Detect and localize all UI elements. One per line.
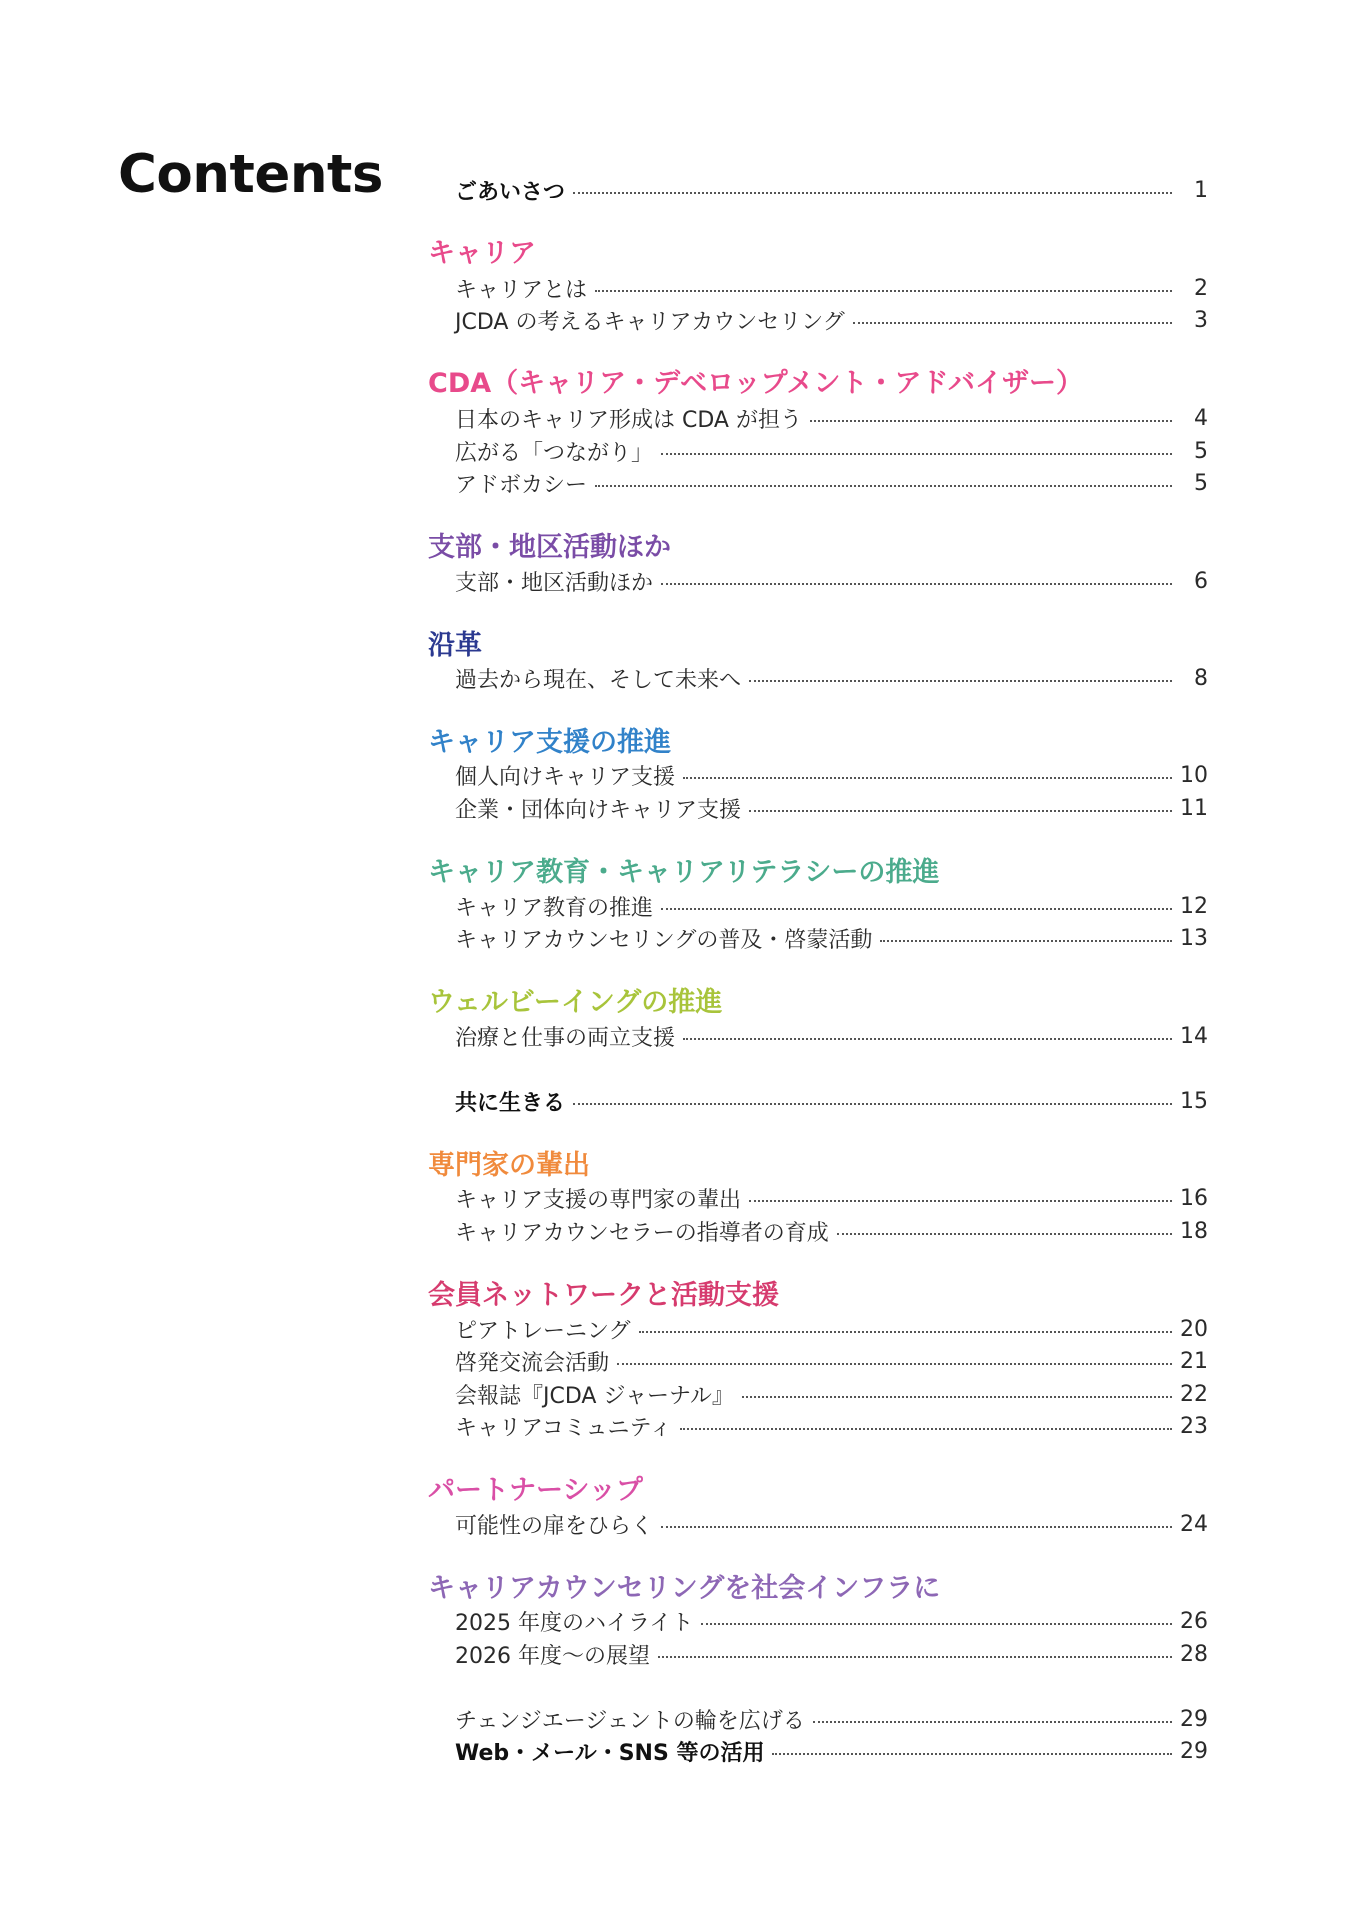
page-number: 2 <box>1194 275 1208 301</box>
page-number: 15 <box>1180 1088 1208 1114</box>
dot-leader <box>749 1200 1172 1202</box>
dot-leader <box>880 940 1172 942</box>
dot-leader <box>661 583 1172 585</box>
page-number: 6 <box>1194 568 1208 594</box>
toc-entry[interactable] <box>455 922 1208 954</box>
dot-leader <box>639 1331 1172 1333</box>
page-number: 29 <box>1180 1706 1208 1732</box>
toc-entry-title: 過去から現在、そして未来へ <box>455 667 742 693</box>
toc-entry[interactable] <box>455 1182 1208 1214</box>
toc-entry[interactable] <box>455 759 1208 791</box>
toc-entry[interactable] <box>455 402 1208 434</box>
toc-entry-title: アドボカシー <box>455 472 588 498</box>
dot-leader <box>772 1753 1172 1755</box>
dot-leader <box>617 1363 1172 1365</box>
page-number: 5 <box>1194 470 1208 496</box>
toc-entry[interactable] <box>455 1085 1208 1117</box>
section-heading: ウェルビーイングの推進 <box>428 986 723 1018</box>
toc-entry-title: 会報誌『JCDA ジャーナル』 <box>455 1383 734 1409</box>
toc-entry[interactable] <box>455 1345 1208 1377</box>
toc-entry-title: ごあいさつ <box>455 179 566 205</box>
page-number: 12 <box>1180 893 1208 919</box>
section-heading: キャリアカウンセリングを社会インフラに <box>428 1572 941 1604</box>
page-number: 22 <box>1180 1381 1208 1407</box>
toc-entry-title: 共に生きる <box>455 1090 566 1116</box>
dot-leader <box>573 192 1172 194</box>
page-number: 26 <box>1180 1608 1208 1634</box>
page-number: 14 <box>1180 1023 1208 1049</box>
toc-entry-title: 支部・地区活動ほか <box>455 570 654 596</box>
dot-leader <box>680 1428 1172 1430</box>
dot-leader <box>595 290 1172 292</box>
toc-entry-title: キャリアとは <box>455 277 588 303</box>
toc-entry-title: JCDA の考えるキャリアカウンセリング <box>455 309 845 335</box>
dot-leader <box>853 322 1172 324</box>
section-heading: 会員ネットワークと活動支援 <box>428 1279 779 1311</box>
toc-entry[interactable] <box>455 304 1208 336</box>
dot-leader <box>658 1656 1172 1658</box>
page-number: 20 <box>1180 1316 1208 1342</box>
section-heading: キャリア <box>428 237 536 269</box>
page-number: 23 <box>1180 1413 1208 1439</box>
toc-entry[interactable] <box>455 662 1208 694</box>
dot-leader <box>813 1721 1172 1723</box>
section-heading: キャリア支援の推進 <box>428 726 671 758</box>
page-number: 11 <box>1180 795 1208 821</box>
toc-entry[interactable] <box>455 565 1208 597</box>
dot-leader <box>661 1526 1172 1528</box>
dot-leader <box>837 1233 1172 1235</box>
section-heading: パートナーシップ <box>428 1474 643 1506</box>
section-heading: 沿革 <box>428 629 482 661</box>
section-heading: キャリア教育・キャリアリテラシーの推進 <box>428 856 940 888</box>
toc-entry-title: 啓発交流会活動 <box>455 1350 610 1376</box>
toc-entry-title: キャリアカウンセラーの指導者の育成 <box>455 1220 829 1246</box>
toc-entry[interactable] <box>455 1638 1208 1670</box>
page-number: 28 <box>1180 1641 1208 1667</box>
page-number: 8 <box>1194 665 1208 691</box>
page-number: 21 <box>1180 1348 1208 1374</box>
toc-entry-title: キャリアカウンセリングの普及・啓蒙活動 <box>455 927 873 953</box>
toc-entry[interactable] <box>455 1605 1208 1637</box>
toc-entry[interactable] <box>455 1703 1208 1735</box>
toc-entry-title: Web・メール・SNS 等の活用 <box>455 1740 765 1766</box>
page-number: 10 <box>1180 762 1208 788</box>
dot-leader <box>749 680 1172 682</box>
toc-entry[interactable] <box>455 1215 1208 1247</box>
toc-entry[interactable] <box>455 435 1208 467</box>
toc-entry[interactable] <box>455 792 1208 824</box>
page-number: 5 <box>1194 438 1208 464</box>
section-heading: 専門家の輩出 <box>428 1149 590 1181</box>
toc-entry[interactable] <box>455 467 1208 499</box>
toc-entry[interactable] <box>455 1508 1208 1540</box>
toc-entry-title: 2026 年度〜の展望 <box>455 1643 650 1669</box>
dot-leader <box>749 810 1172 812</box>
toc-entry-title: 2025 年度のハイライト <box>455 1610 694 1636</box>
dot-leader <box>661 453 1172 455</box>
dot-leader <box>661 908 1172 910</box>
toc-entry-title: チェンジエージェントの輪を広げる <box>455 1708 805 1734</box>
page-title: Contents <box>118 144 383 205</box>
toc-entry[interactable] <box>455 890 1208 922</box>
page-number: 13 <box>1180 925 1208 951</box>
dot-leader <box>810 420 1172 422</box>
dot-leader <box>701 1623 1172 1625</box>
toc-entry[interactable] <box>455 1313 1208 1345</box>
toc-entry[interactable] <box>455 1378 1208 1410</box>
page-number: 16 <box>1180 1185 1208 1211</box>
dot-leader <box>683 1038 1172 1040</box>
page-number: 24 <box>1180 1511 1208 1537</box>
dot-leader <box>742 1396 1172 1398</box>
toc-entry-title: 企業・団体向けキャリア支援 <box>455 797 742 823</box>
toc-entry-title: キャリアコミュニティ <box>455 1415 672 1441</box>
page-number: 4 <box>1194 405 1208 431</box>
toc-entry-title: 治療と仕事の両立支援 <box>455 1025 676 1051</box>
page-number: 18 <box>1180 1218 1208 1244</box>
toc-entry-title: キャリア教育の推進 <box>455 895 654 921</box>
toc-entry-title: 可能性の扉をひらく <box>455 1513 654 1539</box>
toc-entry[interactable] <box>455 1410 1208 1442</box>
toc-entry[interactable] <box>455 1020 1208 1052</box>
toc-entry-title: ピアトレーニング <box>455 1318 631 1344</box>
toc-entry-title: キャリア支援の専門家の輩出 <box>455 1187 742 1213</box>
section-heading: 支部・地区活動ほか <box>428 531 671 563</box>
toc-entry[interactable] <box>455 1735 1208 1767</box>
page-number: 3 <box>1194 307 1208 333</box>
toc-entry-title: 日本のキャリア形成は CDA が担う <box>455 407 802 433</box>
toc-entry-title: 個人向けキャリア支援 <box>455 764 676 790</box>
page-number: 1 <box>1194 177 1208 203</box>
toc-entry[interactable] <box>455 174 1208 206</box>
toc-entry-title: 広がる「つながり」 <box>455 440 654 466</box>
dot-leader <box>573 1103 1172 1105</box>
dot-leader <box>595 485 1172 487</box>
toc-entry[interactable] <box>455 272 1208 304</box>
dot-leader <box>683 777 1172 779</box>
section-heading: CDA（キャリア・デベロップメント・アドバイザー） <box>428 367 1083 399</box>
page-number: 29 <box>1180 1738 1208 1764</box>
